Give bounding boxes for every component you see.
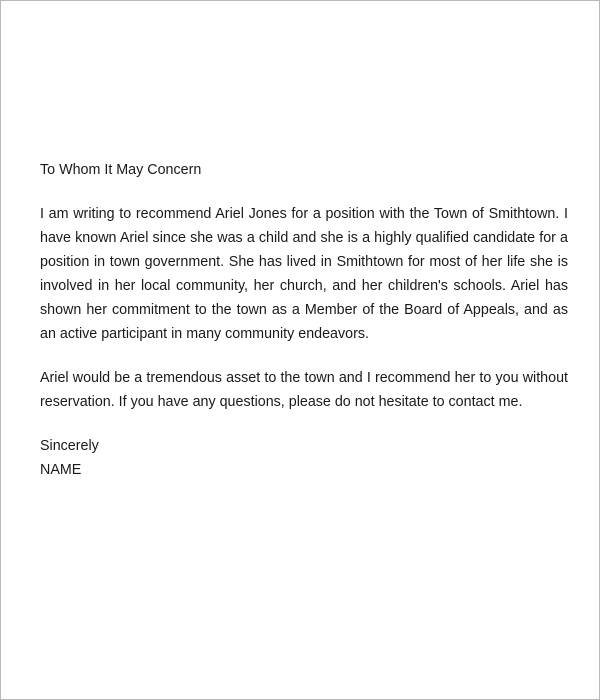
letter-body — [40, 158, 568, 482]
letter-paragraph-1: I am writing to recommend Ariel Jones for a position with the Town of Smithtown. I have known Ariel since she was a child and she is a highly qualified candidate for a position in town government. She has lived in Smithtown for most of her life she is involved in her local community, her church, and her children's schools. Ariel has shown her commitment to the town as a Member of the Board of Appeals, and as an active participant in many community endeavors. — [40, 206, 568, 342]
letter-signature: NAME — [40, 462, 82, 478]
letter-salutation: To Whom It May Concern — [40, 162, 202, 178]
letter-closing: Sincerely — [40, 438, 99, 454]
letter-paragraph-2: Ariel would be a tremendous asset to the town and I recommend her to you without reservation. If you have any questions, please do not hesitate to contact me. — [40, 370, 568, 410]
